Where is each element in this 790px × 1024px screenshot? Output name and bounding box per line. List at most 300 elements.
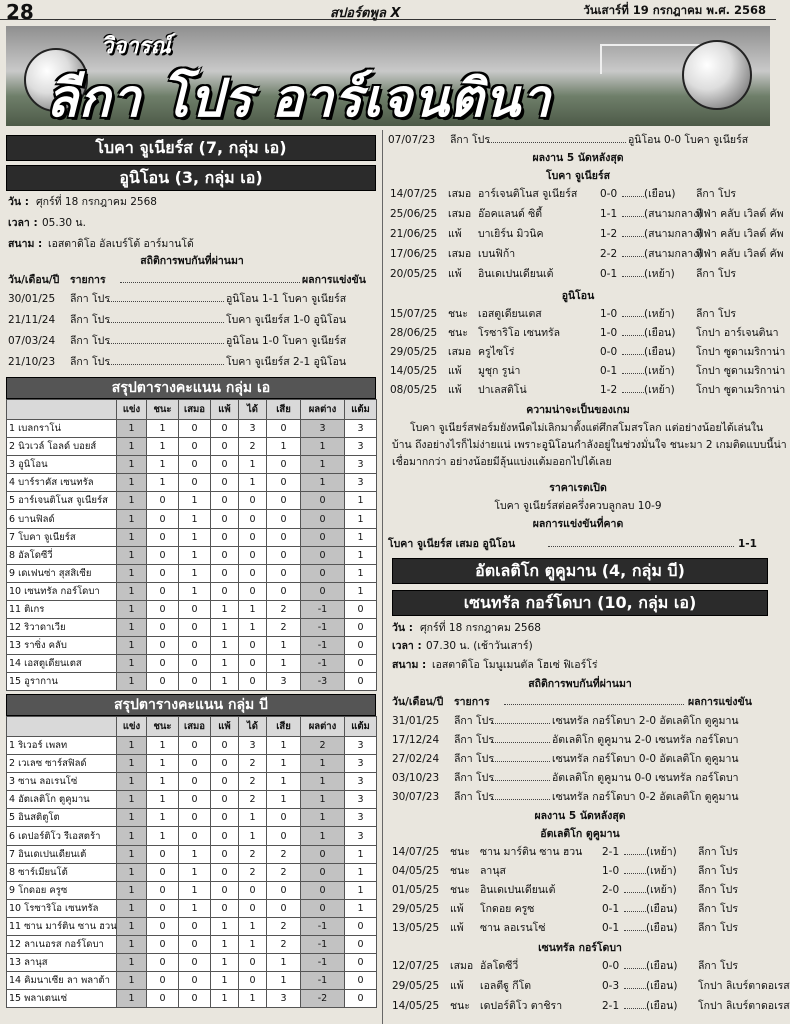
stat-cell: 2 — [239, 773, 267, 791]
stat-cell: 0 — [147, 972, 179, 990]
stat-cell: 1 — [239, 600, 267, 618]
table-header-cell: แต้ม — [345, 400, 377, 420]
stat-cell: -1 — [301, 619, 345, 637]
stat-cell: 1 — [117, 827, 147, 845]
form-row: 01/05/25 ชนะ อินเดเปนเดียนเต้ 2-0 (เหย้า) ลีกา โปร — [392, 884, 738, 896]
table-row — [7, 637, 377, 655]
table-row — [7, 528, 377, 546]
stat-cell: 1 — [117, 673, 147, 691]
stat-cell: 0 — [179, 600, 211, 618]
stat-cell: 1 — [239, 827, 267, 845]
table-header-cell: เสีย — [267, 717, 301, 737]
stat-cell: 1 — [117, 619, 147, 637]
stat-cell: 1 — [211, 655, 239, 673]
stat-cell: 0 — [239, 673, 267, 691]
stat-cell: 1 — [117, 420, 147, 438]
stat-cell: 0 — [267, 564, 301, 582]
stat-cell: 2 — [267, 863, 301, 881]
stat-cell: 1 — [179, 528, 211, 546]
stat-cell: 0 — [345, 637, 377, 655]
stat-cell: 0 — [239, 972, 267, 990]
stat-cell: 0 — [301, 845, 345, 863]
stat-cell: 1 — [239, 456, 267, 474]
stat-cell: 1 — [211, 936, 239, 954]
stat-cell: 0 — [211, 737, 239, 755]
form-row: 21/06/25 แพ้ บาเยิร์น มิวนิค 1-2 (สนามกลาง) ฟีฟ่า คลับ เวิลด์ คัพ — [390, 228, 784, 240]
team-name-cell: 6 บานฟิลด์ — [7, 510, 117, 528]
stat-cell: 1 — [267, 755, 301, 773]
table-header-cell: แพ้ — [211, 400, 239, 420]
team-name-cell: 4 อัตเลติโก ตูคูมาน — [7, 791, 117, 809]
stat-cell: 1 — [301, 827, 345, 845]
team-name-cell: 2 นิวเวล์ โอลด์ บอยส์ — [7, 438, 117, 456]
stat-cell: 0 — [267, 492, 301, 510]
match1-odds: โบคา จูเนียร์สต่อครึ่งควบลูกลบ 10-9 — [494, 500, 662, 512]
stat-cell: 1 — [211, 917, 239, 935]
table-row — [7, 881, 377, 899]
stat-cell: 0 — [211, 827, 239, 845]
h2h-row: 21/10/23 ลีกา โปร โบคา จูเนียร์ส 2-1 อูนิโอน — [8, 356, 347, 368]
stat-cell: 0 — [211, 564, 239, 582]
table-row — [7, 791, 377, 809]
stat-cell: 0 — [211, 899, 239, 917]
stat-cell: 1 — [267, 791, 301, 809]
stat-cell: 0 — [345, 990, 377, 1008]
stat-cell: 1 — [345, 546, 377, 564]
table-header-cell: แข่ง — [117, 717, 147, 737]
stat-cell: 0 — [147, 546, 179, 564]
table-row — [7, 510, 377, 528]
form-row: 29/05/25 แพ้ โกดอย ครูซ 0-1 (เยือน) ลีกา โปร — [392, 903, 738, 915]
table-row — [7, 917, 377, 935]
form-row: 25/06/25 เสมอ อ๊อคแลนด์ ซิตี้ 1-1 (สนามกลาง) ฟีฟ่า คลับ เวิลด์ คัพ — [390, 208, 784, 220]
match1-h2h-title: สถิติการพบกันที่ผ่านมา — [140, 255, 244, 267]
stat-cell: 3 — [345, 809, 377, 827]
page-number: 28 — [6, 0, 34, 24]
form-row: 20/05/25 แพ้ อินเดเปนเดียนเต้ 0-1 (เหย้า) ลีกา โปร — [390, 268, 736, 280]
stat-cell: 0 — [345, 954, 377, 972]
stat-cell: 0 — [301, 881, 345, 899]
team-name-cell: 13 ราซิ่ง คลับ — [7, 637, 117, 655]
stat-cell: 1 — [147, 773, 179, 791]
stat-cell: 1 — [301, 474, 345, 492]
table-row — [7, 899, 377, 917]
stat-cell: 1 — [117, 600, 147, 618]
stat-cell: 0 — [147, 990, 179, 1008]
stat-cell: 0 — [179, 637, 211, 655]
team-name-cell: 5 อินสติตูโต — [7, 809, 117, 827]
stat-cell: 1 — [117, 845, 147, 863]
match2-time: เวลา : 07.30 น. (เช้าวันเสาร์) — [392, 640, 533, 652]
stat-cell: 0 — [239, 899, 267, 917]
stat-cell: 1 — [179, 564, 211, 582]
table-row — [7, 737, 377, 755]
table-header-cell: ได้ — [239, 400, 267, 420]
stat-cell: 1 — [239, 936, 267, 954]
table-row — [7, 582, 377, 600]
table-row — [7, 474, 377, 492]
stat-cell: 1 — [117, 564, 147, 582]
stat-cell: -1 — [301, 954, 345, 972]
stat-cell: 1 — [117, 582, 147, 600]
table-row — [7, 438, 377, 456]
stat-cell: 0 — [211, 881, 239, 899]
stat-cell: 1 — [117, 899, 147, 917]
team-name-cell: 15 อูรากาน — [7, 673, 117, 691]
stat-cell: 1 — [117, 791, 147, 809]
stat-cell: 0 — [211, 791, 239, 809]
stat-cell: 1 — [117, 755, 147, 773]
stat-cell: 1 — [267, 438, 301, 456]
form-row: 13/05/25 แพ้ ซาน ลอเรนโซ่ 0-1 (เยือน) ลีกา โปร — [392, 922, 738, 934]
stat-cell: 0 — [345, 673, 377, 691]
stat-cell: 0 — [301, 510, 345, 528]
stat-cell: 3 — [345, 438, 377, 456]
team-name-cell: 1 เบลกราโน่ — [7, 420, 117, 438]
stat-cell: 2 — [267, 917, 301, 935]
table-row — [7, 773, 377, 791]
stat-cell: 1 — [345, 528, 377, 546]
team-name-cell: 7 โบคา จูเนียร์ส — [7, 528, 117, 546]
stat-cell: 2 — [267, 600, 301, 618]
table-row — [7, 600, 377, 618]
stat-cell: 0 — [267, 420, 301, 438]
stat-cell: 0 — [147, 845, 179, 863]
stat-cell: 3 — [239, 737, 267, 755]
match1-h2h-header: วัน/เดือน/ปี รายการ ผลการแข่งขัน — [8, 274, 366, 286]
stat-cell: 1 — [345, 899, 377, 917]
stat-cell: 0 — [211, 492, 239, 510]
stat-cell: 0 — [211, 773, 239, 791]
stat-cell: 0 — [179, 972, 211, 990]
stat-cell: -1 — [301, 972, 345, 990]
stat-cell: 0 — [147, 899, 179, 917]
stat-cell: 3 — [345, 737, 377, 755]
stat-cell: 3 — [345, 474, 377, 492]
team-name-cell: 15 พลาเตนเซ่ — [7, 990, 117, 1008]
stat-cell: 3 — [345, 420, 377, 438]
stat-cell: 0 — [147, 936, 179, 954]
stat-cell: 1 — [345, 863, 377, 881]
stat-cell: 1 — [117, 438, 147, 456]
stat-cell: 3 — [239, 420, 267, 438]
stat-cell: 1 — [345, 582, 377, 600]
stat-cell: 0 — [211, 438, 239, 456]
match2-home-name: อัตเลติโก ตูคูมาน — [540, 828, 620, 840]
stat-cell: 0 — [239, 564, 267, 582]
stat-cell: 0 — [211, 456, 239, 474]
table-header-cell: ผลต่าง — [301, 400, 345, 420]
standings-table-group-a — [6, 399, 377, 691]
stat-cell: 0 — [179, 954, 211, 972]
stat-cell: 1 — [345, 492, 377, 510]
table-b-title: สรุปตารางคะแนน กลุ่ม บี — [6, 694, 376, 716]
stat-cell: 0 — [267, 474, 301, 492]
form-row: 14/07/25 เสมอ อาร์เจนติโนส จูเนียร์ส 0-0 (เยือน) ลีกา โปร — [390, 188, 736, 200]
form-row: 17/06/25 เสมอ เบนฟิก้า 2-2 (สนามกลาง) ฟีฟ่า คลับ เวิลด์ คัพ — [390, 248, 784, 260]
h2h-row: 27/02/24 ลีกา โปร เซนทรัล กอร์โดบา 0-0 อัตเลติโก ตูคูมาน — [392, 753, 739, 765]
stat-cell: -3 — [301, 673, 345, 691]
table-row — [7, 972, 377, 990]
stat-cell: 1 — [211, 600, 239, 618]
stat-cell: 1 — [117, 917, 147, 935]
h2h-row: 03/10/23 ลีกา โปร อัตเลติโก ตูคูมาน 0-0 เซนทรัล กอร์โดบา — [392, 772, 739, 784]
standings-table-group-b — [6, 716, 377, 1008]
h2h-row: 07/07/23 ลีกา โปร อูนิโอน 0-0 โบคา จูเนียร์ส — [388, 134, 749, 146]
table-row — [7, 845, 377, 863]
stat-cell: 0 — [345, 655, 377, 673]
stat-cell: 0 — [147, 954, 179, 972]
form-row: 14/05/25 แพ้ มูชุก รูน่า 0-1 (เหย้า) โกปา ซูดาเมริกาน่า — [390, 365, 786, 377]
stat-cell: 0 — [179, 936, 211, 954]
stat-cell: 0 — [147, 863, 179, 881]
stat-cell: 0 — [211, 582, 239, 600]
table-header-cell: แต้ม — [345, 717, 377, 737]
stat-cell: 0 — [267, 510, 301, 528]
stat-cell: 0 — [267, 528, 301, 546]
form-row: 04/05/25 ชนะ ลานุส 1-0 (เหย้า) ลีกา โปร — [392, 865, 738, 877]
table-header-cell: เสมอ — [179, 717, 211, 737]
stat-cell: 0 — [179, 809, 211, 827]
stat-cell: 0 — [179, 619, 211, 637]
stat-cell: 2 — [267, 845, 301, 863]
stat-cell: 3 — [345, 791, 377, 809]
stat-cell: 2 — [239, 438, 267, 456]
stat-cell: 0 — [211, 546, 239, 564]
stat-cell: 1 — [301, 755, 345, 773]
table-row — [7, 827, 377, 845]
stat-cell: 1 — [117, 637, 147, 655]
match1-home-name: โบคา จูเนียร์ส — [546, 170, 610, 182]
table-header-cell: ชนะ — [147, 717, 179, 737]
stat-cell: 2 — [267, 619, 301, 637]
stat-cell: 1 — [117, 990, 147, 1008]
stat-cell: 1 — [147, 755, 179, 773]
match1-away-title: อูนิโอน (3, กลุ่ม เอ) — [6, 165, 376, 191]
stat-cell: 0 — [267, 827, 301, 845]
stat-cell: 1 — [345, 564, 377, 582]
table-row — [7, 619, 377, 637]
table-row — [7, 990, 377, 1008]
team-name-cell: 3 อูนิโอน — [7, 456, 117, 474]
stat-cell: 0 — [301, 899, 345, 917]
table-header-cell: เสีย — [267, 400, 301, 420]
stat-cell: 0 — [147, 673, 179, 691]
stat-cell: 0 — [179, 827, 211, 845]
stat-cell: 3 — [345, 827, 377, 845]
stat-cell: 0 — [211, 845, 239, 863]
stat-cell: 0 — [239, 510, 267, 528]
match2-h2h-header: วัน/เดือน/ปี รายการ ผลการแข่งขัน — [392, 696, 752, 708]
stat-cell: 1 — [239, 619, 267, 637]
match2-away-title: เซนทรัล กอร์โดบา (10, กลุ่ม เอ) — [392, 590, 768, 616]
table-row — [7, 420, 377, 438]
stat-cell: 0 — [345, 619, 377, 637]
table-row — [7, 655, 377, 673]
stat-cell: 0 — [147, 564, 179, 582]
match2-away-name: เซนทรัล กอร์โดบา — [538, 942, 622, 954]
match1-venue: สนาม : เอสตาดิโอ อัลเบร์โต้ อาร์มานโด้ — [8, 238, 194, 250]
stat-cell: 0 — [267, 456, 301, 474]
stat-cell: 0 — [147, 637, 179, 655]
stat-cell: 1 — [179, 863, 211, 881]
stat-cell: 0 — [147, 619, 179, 637]
stat-cell: 0 — [239, 582, 267, 600]
stat-cell: 0 — [239, 954, 267, 972]
stat-cell: 1 — [117, 936, 147, 954]
match1-analysis-title: ความน่าจะเป็นของเกม — [526, 404, 630, 416]
form-row: 28/06/25 ชนะ โรซาริโอ เซนทรัล 1-0 (เยือน) โกปา อาร์เจนตินา — [390, 327, 779, 339]
team-name-cell: 14 เอสตูเดียนเตส — [7, 655, 117, 673]
stat-cell: 1 — [117, 972, 147, 990]
stat-cell: 0 — [179, 917, 211, 935]
stat-cell: 3 — [345, 456, 377, 474]
stat-cell: 1 — [211, 673, 239, 691]
stat-cell: 3 — [301, 420, 345, 438]
stat-cell: 1 — [117, 954, 147, 972]
match1-last5-title: ผลงาน 5 นัดหลังสุด — [532, 152, 624, 164]
team-name-cell: 10 โรซาริโอ เซนทรัล — [7, 899, 117, 917]
banner-title: ลีกา โปร อาร์เจนตินา — [46, 69, 552, 129]
stat-cell: 0 — [211, 755, 239, 773]
stat-cell: 1 — [211, 619, 239, 637]
stat-cell: -1 — [301, 600, 345, 618]
team-name-cell: 6 เดปอร์ติโว รีเอสตร้า — [7, 827, 117, 845]
stat-cell: 0 — [239, 881, 267, 899]
team-name-cell: 2 เวเลซ ซาร์สฟิลด์ — [7, 755, 117, 773]
stat-cell: 0 — [179, 673, 211, 691]
team-name-cell: 8 ซาร์เมียนโต้ — [7, 863, 117, 881]
stat-cell: 1 — [147, 438, 179, 456]
stat-cell: 1 — [301, 809, 345, 827]
team-name-cell: 12 ลาเนอรส กอร์โดบา — [7, 936, 117, 954]
match1-analysis: โบคา จูเนียร์สฟอร์มยังหนืดไม่เลิกมาตั้งแต่ศึกสโมสรโลก แต่อย่างน้อยได้เล่นใน บ้าน ถึงอย่างไรก็ไม่ง่ายแน่ เพราะอูนิโอนกำลังอยู่ในช่วงมั่นใจ ชนะมา 2 เกมติดแบบนี้น่า เชื่อมากกว่า อย่างน้อยมีลุ้นแบ่งแต้มออกไปได้เลย — [392, 422, 787, 468]
stat-cell: 0 — [179, 990, 211, 1008]
stat-cell: 0 — [267, 881, 301, 899]
stat-cell: 1 — [117, 456, 147, 474]
form-row: 14/05/25 ชนะ เดปอร์ติโว ตาชิรา 2-1 (เยือน) โกปา ลิเบร์ตาดอเรส — [392, 1000, 790, 1012]
stat-cell: 1 — [147, 420, 179, 438]
column-divider — [382, 130, 383, 1024]
stat-cell: 0 — [239, 655, 267, 673]
stat-cell: 0 — [147, 917, 179, 935]
h2h-row: 30/01/25 ลีกา โปร อูนิโอน 1-1 โบคา จูเนียร์ส — [8, 293, 347, 305]
stat-cell: 1 — [147, 474, 179, 492]
stat-cell: 0 — [345, 600, 377, 618]
stat-cell: -1 — [301, 637, 345, 655]
stat-cell: 3 — [345, 755, 377, 773]
table-header-cell: ผลต่าง — [301, 717, 345, 737]
stat-cell: 1 — [301, 773, 345, 791]
table-row — [7, 673, 377, 691]
table-row — [7, 456, 377, 474]
match1-odds-title: ราคาเรตเปิด — [549, 482, 607, 494]
stat-cell: 1 — [239, 809, 267, 827]
team-name-cell: 10 เซนทรัล กอร์โดบา — [7, 582, 117, 600]
stat-cell: 2 — [239, 755, 267, 773]
stat-cell: 1 — [117, 881, 147, 899]
stat-cell: 1 — [267, 737, 301, 755]
table-header-cell — [7, 717, 117, 737]
table-row — [7, 809, 377, 827]
table-row — [7, 564, 377, 582]
banner-subtitle: วิจารณ์ — [101, 34, 171, 59]
stat-cell: 0 — [179, 737, 211, 755]
stat-cell: 2 — [239, 845, 267, 863]
stat-cell: 0 — [301, 863, 345, 881]
match1-prediction-title: ผลการแข่งขันที่คาด — [532, 518, 624, 530]
stat-cell: 0 — [179, 655, 211, 673]
stat-cell: -1 — [301, 936, 345, 954]
stat-cell: 0 — [239, 637, 267, 655]
stat-cell: 1 — [267, 655, 301, 673]
stat-cell: 1 — [301, 791, 345, 809]
form-row: 08/05/25 แพ้ ปาเลสติโน่ 1-2 (เหย้า) โกปา ซูดาเมริกาน่า — [390, 384, 786, 396]
table-header-cell: ได้ — [239, 717, 267, 737]
stat-cell: 0 — [345, 917, 377, 935]
stat-cell: 1 — [179, 845, 211, 863]
table-row — [7, 755, 377, 773]
team-name-cell: 13 ลานุส — [7, 954, 117, 972]
stat-cell: 1 — [117, 655, 147, 673]
stat-cell: 0 — [211, 420, 239, 438]
team-name-cell: 8 อัลโดซีวี่ — [7, 546, 117, 564]
stat-cell: 1 — [267, 773, 301, 791]
stat-cell: 3 — [267, 673, 301, 691]
form-row: 15/07/25 ชนะ เอสตูเดียนเตส 1-0 (เหย้า) ลีกา โปร — [390, 308, 736, 320]
stat-cell: 1 — [117, 528, 147, 546]
table-header-cell: แพ้ — [211, 717, 239, 737]
team-name-cell: 12 ริวาดาเวีย — [7, 619, 117, 637]
stat-cell: 0 — [267, 809, 301, 827]
stat-cell: 0 — [211, 809, 239, 827]
stat-cell: 3 — [267, 990, 301, 1008]
stat-cell: 0 — [147, 528, 179, 546]
match2-venue: สนาม : เอสตาดิโอ โมนูเมนตัล โฮเซ่ ฟิเอร์โร่ — [392, 659, 598, 671]
stat-cell: 1 — [211, 637, 239, 655]
stat-cell: 1 — [179, 899, 211, 917]
stat-cell: 2 — [239, 863, 267, 881]
page-header — [0, 0, 776, 24]
stat-cell: 0 — [147, 510, 179, 528]
h2h-row: 31/01/25 ลีกา โปร เซนทรัล กอร์โดบา 2-0 อัตเลติโก ตูคูมาน — [392, 715, 739, 727]
match2-h2h-title: สถิติการพบกันที่ผ่านมา — [528, 678, 632, 690]
stat-cell: 1 — [147, 827, 179, 845]
table-row — [7, 936, 377, 954]
team-name-cell: 11 ซาน มาร์ติน ซาน ฮวน — [7, 917, 117, 935]
table-header-cell: ชนะ — [147, 400, 179, 420]
team-name-cell: 5 อาร์เจนติโนส จูเนียร์ส — [7, 492, 117, 510]
team-name-cell: 3 ซาน ลอเรนโซ่ — [7, 773, 117, 791]
stat-cell: 0 — [301, 492, 345, 510]
section-banner — [6, 26, 770, 129]
stat-cell: 0 — [267, 546, 301, 564]
stat-cell: -1 — [301, 917, 345, 935]
stat-cell: 1 — [239, 990, 267, 1008]
table-header-cell — [7, 400, 117, 420]
stat-cell: 0 — [147, 600, 179, 618]
stat-cell: 1 — [117, 474, 147, 492]
stat-cell: 1 — [117, 492, 147, 510]
football-icon — [682, 40, 752, 110]
team-name-cell: 9 โกดอย ครูซ — [7, 881, 117, 899]
stat-cell: 0 — [239, 528, 267, 546]
issue-date: วันเสาร์ที่ 19 กรกฎาคม พ.ศ. 2568 — [583, 3, 766, 17]
stat-cell: 0 — [267, 582, 301, 600]
stat-cell: 0 — [179, 755, 211, 773]
stat-cell: 1 — [179, 492, 211, 510]
stat-cell: 0 — [239, 546, 267, 564]
